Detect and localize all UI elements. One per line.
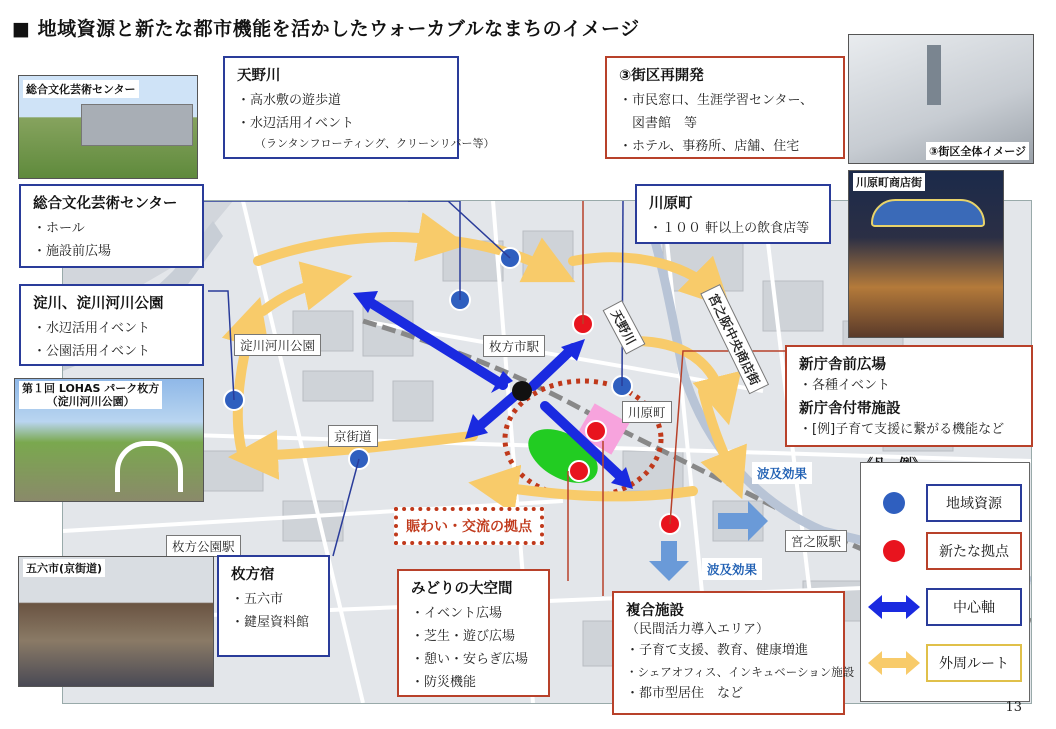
- label-hirakatakoen-station: 枚方公園駅: [166, 535, 241, 557]
- list-item: ・イベント広場: [411, 606, 503, 621]
- label-miyanosaka-street: 宮之阪中央商店街: [700, 284, 769, 394]
- photo-gorokuichi: [18, 556, 214, 687]
- tower-shape: [927, 45, 941, 105]
- list-item: 図書館 等: [619, 116, 698, 131]
- box-culture-center: [19, 184, 204, 268]
- box-green-space: [397, 569, 550, 697]
- box-culture-center-title: 総合文化芸術センター: [33, 196, 178, 212]
- legend-resource: 地域資源: [926, 484, 1022, 522]
- list-item: ・高水敷の遊歩道: [237, 93, 342, 108]
- building-shape: [81, 104, 193, 146]
- photo-kawaramachi-street: [848, 170, 1004, 338]
- list-subitem: （ランタンフローティング、クリーンリバー等）: [255, 137, 495, 150]
- legend-blue-dot-icon: [883, 492, 905, 514]
- box-yodogawa: [19, 284, 204, 366]
- box-green-space-title: みどりの大空間: [411, 581, 513, 597]
- photo-lohas-park: [14, 378, 204, 502]
- box-complex-title: 複合施設: [626, 603, 684, 619]
- label-amanogawa-river: 天野川: [603, 300, 646, 354]
- wave-effect-label-2: 波及効果: [702, 558, 762, 580]
- list-item: ・公園活用イベント: [33, 344, 151, 359]
- list-item: ・芝生・遊び広場: [411, 629, 516, 644]
- legend-loop: 外周ルート: [926, 644, 1022, 682]
- box-amanogawa-title: 天野川: [237, 68, 281, 84]
- legend-double-arrow-yellow-icon: [866, 648, 922, 678]
- box-new-office-title: 新庁舎前広場: [799, 357, 886, 373]
- legend-new-hub: 新たな拠点: [926, 532, 1022, 570]
- label-hirakatashi-station: 枚方市駅: [483, 335, 545, 357]
- box-amanogawa: [223, 56, 495, 159]
- list-item: ・ホール: [33, 221, 85, 236]
- label-miyanosaka-station: 宮之阪駅: [785, 530, 847, 552]
- list-item: ・子育て支援、教育、健康増進: [626, 643, 809, 658]
- box-hirakata-juku-title: 枚方宿: [231, 567, 275, 583]
- box-new-office-title2: 新庁舎付帯施設: [799, 401, 901, 417]
- legend-axis: 中心軸: [926, 588, 1022, 626]
- photo-caption-kawaramachi: 川原町商店街: [853, 173, 925, 191]
- photo-caption-gorokuichi: 五六市(京街道): [23, 559, 105, 577]
- label-kyokaido: 京街道: [328, 425, 378, 447]
- list-item: ・施設前広場: [33, 244, 112, 259]
- list-item: ・１００ 軒以上の飲食店等: [649, 221, 810, 236]
- box-hirakata-juku: [217, 555, 330, 657]
- photo-culture-center: [18, 75, 198, 179]
- box-yodogawa-title: 淀川、淀川河川公園: [33, 296, 164, 312]
- shop-sign-shape: [871, 199, 985, 227]
- label-yodogawa-park: 淀川河川公園: [234, 334, 321, 356]
- list-item: ・鍵屋資料館: [231, 615, 310, 630]
- list-item: ・シェアオフィス、インキュベーション施設: [626, 665, 855, 679]
- list-item: ・都市型居住 など: [626, 686, 744, 701]
- page-title: ■ 地域資源と新たな都市機能を活かしたウォーカブルなまちのイメージ: [12, 18, 640, 40]
- list-item: ・五六市: [231, 592, 284, 607]
- legend-red-dot-icon: [883, 540, 905, 562]
- photo-caption-culture-center: 総合文化芸術センター: [23, 80, 139, 98]
- list-item: ・[例]子育て支援に繋がる機能など: [799, 422, 1005, 437]
- photo-caption-lohas: 第１回 LOHAS パーク枚方 （淀川河川公園）: [19, 381, 162, 409]
- list-item: ・各種イベント: [799, 378, 891, 393]
- box-complex: [612, 591, 855, 715]
- box-district3-title: ③街区再開発: [619, 68, 704, 84]
- box-kawaramachi: [635, 184, 831, 244]
- list-subitem: （民間活力導入エリア）: [626, 622, 770, 637]
- label-kawaramachi: 川原町: [622, 401, 672, 423]
- legend-double-arrow-blue-icon: [866, 592, 922, 622]
- box-new-office: [785, 345, 1033, 447]
- list-item: ・水辺活用イベント: [237, 116, 355, 131]
- list-item: ・防災機能: [411, 675, 477, 690]
- photo-district3: [848, 34, 1034, 164]
- box-kawaramachi-title: 川原町: [649, 196, 693, 212]
- station-dot: [512, 381, 532, 401]
- page-number: 13: [1005, 700, 1022, 715]
- photo-caption-district3: ③街区全体イメージ: [926, 142, 1029, 160]
- list-item: ・市民窓口、生涯学習センター、: [619, 93, 813, 108]
- box-district3: [605, 56, 845, 159]
- list-item: ・憩い・安らぎ広場: [411, 652, 529, 667]
- arch-shape: [115, 441, 183, 492]
- wave-effect-label-1: 波及効果: [752, 462, 812, 484]
- list-item: ・ホテル、事務所、店舗、住宅: [619, 139, 800, 154]
- list-item: ・水辺活用イベント: [33, 321, 151, 336]
- hub-label: 賑わい・交流の拠点: [394, 507, 544, 545]
